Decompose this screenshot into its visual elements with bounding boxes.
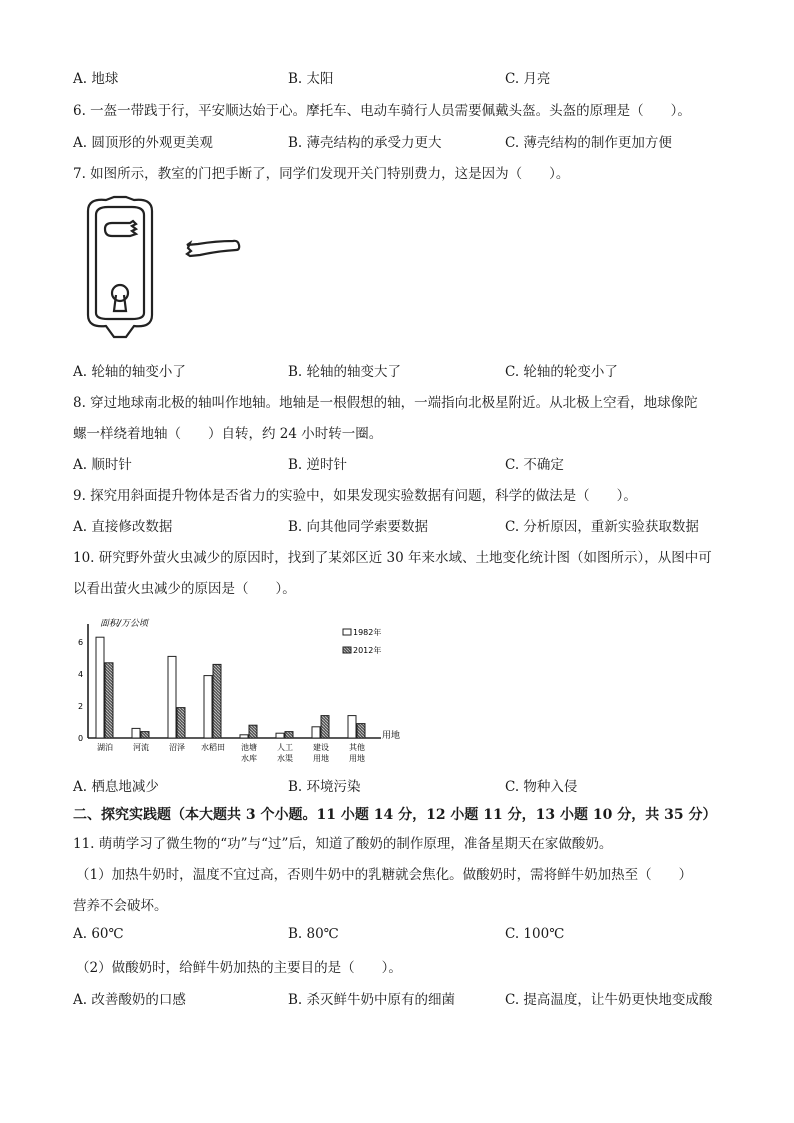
y-tick-label: 4: [78, 670, 84, 679]
bar-2012: [213, 664, 221, 738]
q6-option-a: A. 圆顶形的外观更美观: [73, 135, 213, 151]
q5-option-b: B. 太阳: [288, 71, 334, 87]
q9-option-a: A. 直接修改数据: [73, 519, 173, 535]
bar-1982: [312, 727, 320, 738]
x-category-label: 水渠: [277, 754, 293, 763]
legend-label-2012: 2012年: [353, 646, 382, 655]
q7-option-b: B. 轮轴的轴变大了: [288, 364, 402, 380]
q10-stem-line1: 10. 研究野外萤火虫减少的原因时，找到了某郊区近 30 年来水域、土地变化统计图（如图所示），从图中可: [73, 550, 712, 566]
bar-2012: [321, 716, 329, 738]
x-category-label: 池塘: [241, 743, 257, 752]
q8-option-a: A. 顺时针: [73, 457, 132, 473]
q9-option-c: C. 分析原因，重新实验获取数据: [505, 519, 699, 535]
y-tick-label: 6: [78, 638, 84, 647]
q8-stem-line2: 螺一样绕着地轴（ ）自转，约 24 小时转一圈。: [73, 426, 383, 442]
bar-2012: [177, 708, 185, 738]
y-tick-label: 2: [78, 702, 84, 711]
x-category-label: 其他: [349, 743, 365, 752]
q10-stem-line2: 以看出萤火虫减少的原因是（ ）。: [73, 581, 296, 597]
q11-part2-stem: （2）做酸奶时，给鲜牛奶加热的主要目的是（ ）。: [76, 960, 402, 976]
q7-option-c: C. 轮轴的轮变小了: [505, 364, 618, 380]
bar-1982: [132, 728, 140, 738]
bar-2012: [357, 724, 365, 738]
q11-part1-line1: （1）加热牛奶时，温度不宜过高，否则牛奶中的乳糖就会焦化。做酸奶时，需将鲜牛奶加热至（ ）: [76, 867, 693, 883]
bar-1982: [96, 637, 104, 738]
chart-xlabel: 用地: [382, 731, 401, 741]
q10-option-a: A. 栖息地减少: [73, 779, 159, 795]
q10-option-c: C. 物种入侵: [505, 779, 578, 795]
q9-stem: 9. 探究用斜面提升物体是否省力的实验中，如果发现实验数据有问题，科学的做法是（ ）。: [73, 488, 637, 504]
q10-option-b: B. 环境污染: [288, 779, 361, 795]
q8-option-c: C. 不确定: [505, 457, 564, 473]
bar-1982: [240, 735, 248, 738]
bar-2012: [249, 725, 257, 738]
q9-option-b: B. 向其他同学索要数据: [288, 519, 429, 535]
legend-swatch-1982: [343, 629, 351, 635]
door-handle-figure: [78, 193, 248, 343]
x-category-label: 湖泊: [97, 743, 113, 752]
land-use-bar-chart: [76, 614, 416, 774]
y-tick-label: 0: [78, 734, 84, 743]
q7-option-a: A. 轮轴的轴变小了: [73, 364, 186, 380]
q11-part1-line2: 营养不会破坏。: [73, 898, 168, 914]
legend-swatch-2012: [343, 647, 351, 653]
x-category-label: 沼泽: [169, 743, 185, 752]
bar-1982: [204, 676, 212, 738]
bar-1982: [348, 716, 356, 738]
x-category-label: 河流: [133, 743, 149, 752]
bar-1982: [276, 733, 284, 738]
q11-part1-option-a: A. 60℃: [73, 926, 124, 942]
q11-part1-option-c: C. 100℃: [505, 926, 565, 942]
q7-stem: 7. 如图所示，教室的门把手断了，同学们发现开关门特别费力，这是因为（ ）。: [73, 166, 570, 182]
x-category-label: 用地: [349, 754, 365, 763]
q8-option-b: B. 逆时针: [288, 457, 348, 473]
q5-option-c: C. 月亮: [505, 71, 551, 87]
q11-part2-option-b: B. 杀灭鲜牛奶中原有的细菌: [288, 992, 456, 1008]
bar-1982: [168, 656, 176, 738]
q11-part2-option-c: C. 提高温度，让牛奶更快地变成酸: [505, 992, 713, 1008]
section-2-heading: 二、探究实践题（本大题共 3 个小题。11 小题 14 分，12 小题 11 分，13 小题 10 分，共 35 分）: [73, 807, 717, 823]
bar-2012: [105, 663, 113, 738]
x-category-label: 水库: [241, 754, 257, 763]
chart-ylabel: 面积/万公顷: [100, 619, 149, 629]
q6-stem: 6. 一盔一带践于行，平安顺达始于心。摩托车、电动车骑行人员需要佩戴头盔。头盔的原理是（ ）。: [73, 103, 691, 119]
q11-part2-option-a: A. 改善酸奶的口感: [73, 992, 186, 1008]
bar-2012: [141, 732, 149, 738]
x-category-label: 人工: [277, 743, 293, 752]
x-category-label: 用地: [313, 754, 329, 763]
q5-option-a: A. 地球: [73, 71, 119, 87]
q6-option-c: C. 薄壳结构的制作更加方便: [505, 135, 672, 151]
q6-option-b: B. 薄壳结构的承受力更大: [288, 135, 442, 151]
q11-stem: 11. 萌萌学习了微生物的“功”与“过”后，知道了酸奶的制作原理，准备星期天在家做酸奶。: [73, 836, 613, 852]
x-category-label: 水稻田: [201, 743, 225, 752]
legend-label-1982: 1982年: [353, 628, 382, 637]
q8-stem-line1: 8. 穿过地球南北极的轴叫作地轴。地轴是一根假想的轴，一端指向北极星附近。从北极上空看，地球像陀: [73, 395, 698, 411]
x-category-label: 建设: [313, 743, 329, 752]
q11-part1-option-b: B. 80℃: [288, 926, 339, 942]
bar-2012: [285, 732, 293, 738]
